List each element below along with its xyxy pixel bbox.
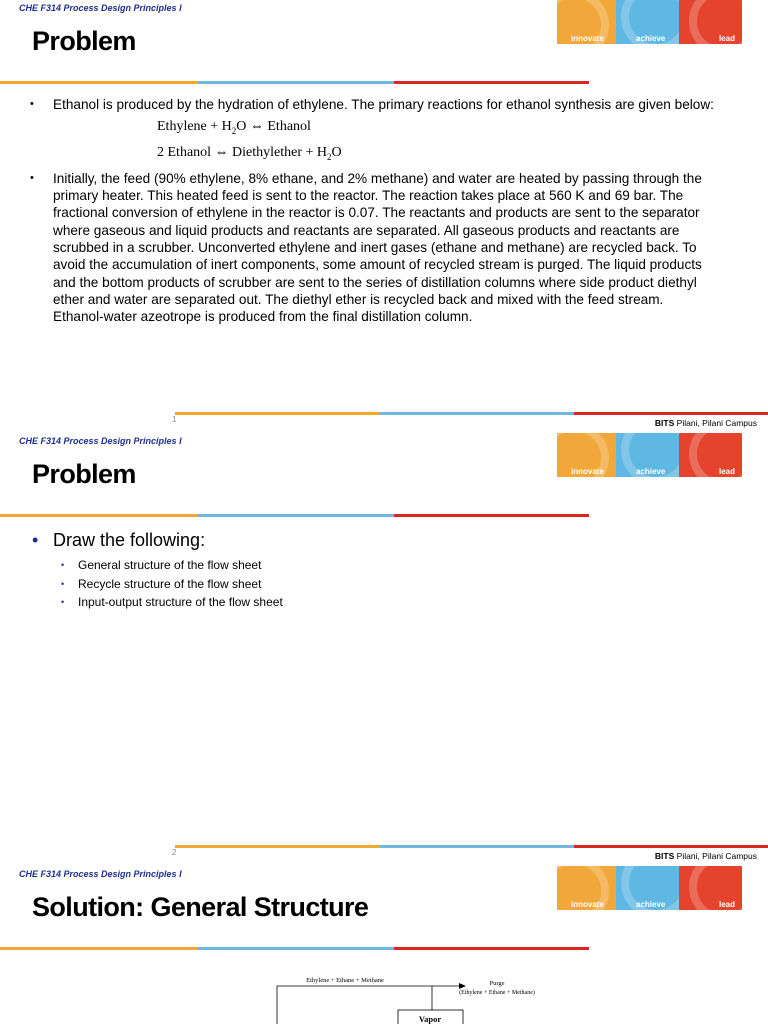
flowsheet-diagram: [0, 866, 768, 1024]
brand-achieve-block: achieve: [616, 0, 679, 44]
equation-2: 2 Ethanol ⇔ Diethylether + $H_2O$: [157, 145, 342, 162]
brand-achieve-block: achieve: [616, 866, 679, 910]
bullet-item: [30, 96, 714, 168]
brand-banner: [557, 0, 742, 44]
slide-3: [0, 866, 768, 1024]
brand-lead-block: lead: [679, 433, 742, 477]
brand-lead-block: lead: [679, 866, 742, 910]
footer-campus: BITS Pilani, Pilani Campus: [654, 418, 757, 428]
bullet-icon: •: [32, 530, 39, 550]
draw-heading-item: [32, 530, 283, 612]
bullet-text: Ethanol is produced by the hydration of ethylene. The primary reactions for ethanol synthesis are given below:: [53, 97, 714, 112]
course-header: CHE F314 Process Design Principles I: [19, 869, 182, 879]
slide-1: [0, 0, 768, 433]
footer-campus: BITS Pilani, Pilani Campus: [654, 851, 757, 861]
bullet-icon: •: [30, 171, 34, 184]
purge-sublabel: (Ethylene + Ethane + Methane): [459, 990, 535, 996]
brand-innovate-block: innovate: [557, 0, 616, 44]
list-item: • Input-output structure of the flow sheet: [57, 593, 283, 612]
footer-rule: [175, 845, 768, 848]
draw-heading: Draw the following:: [53, 530, 206, 550]
recycle-stream-label: Ethylene + Ethane + Methane: [306, 977, 384, 984]
bullet-icon: •: [30, 98, 34, 110]
bullet-icon: •: [61, 597, 65, 607]
problem-bullets: [30, 96, 714, 326]
slide-title: Solution: General Structure: [32, 892, 369, 922]
slide-title: Problem: [32, 26, 136, 56]
title-rule: [0, 81, 589, 84]
bullet-text: Initially, the feed (90% ethylene, 8% ethane, and 2% methane) and water are heated by passing through the primary heater. This heated feed is sent to the reactor. The reaction takes place at 560 K and 69 bar. The fractional conversion of ethylene in the reactor is 0.07. The reactants and products are sent to the separator where gaseous and liquid products and reactants are separated. All gaseous products and reactants are scrubbed in a scrubber. Unconverted ethylene and inert gases (ethane and methane) are recycled back. To avoid the accumulation of inert components, some amount of recycled stream is purged. The liquid products and the bottom products of scrubber are sent to the series of distillation columns where side product diethyl ether and water are separated out. The diethyl ether is recycled back and mixed with the feed stream. Ethanol-water azeotrope is produced from the final distillation column.: [53, 170, 702, 325]
slide-title: Problem: [32, 459, 136, 489]
course-header: CHE F314 Process Design Principles I: [19, 436, 182, 446]
equation-1: Ethylene + $H_2O$ ⇔ Ethanol: [157, 119, 311, 137]
bullet-item: [30, 170, 714, 326]
list-item: • Recycle structure of the flow sheet: [57, 575, 283, 594]
purge-label: Purge: [489, 980, 505, 987]
brand-banner: [557, 433, 742, 477]
arrow-right-icon: [459, 983, 466, 989]
reaction-equations: [157, 116, 714, 168]
brand-innovate-block: innovate: [557, 433, 616, 477]
title-rule: [0, 514, 589, 517]
draw-sub-list: [57, 556, 283, 612]
vapor-box-label: Vapor: [418, 1014, 442, 1024]
brand-innovate-block: innovate: [557, 866, 616, 910]
draw-list: [32, 530, 283, 612]
footer-rule: [175, 412, 768, 415]
list-item: • General structure of the flow sheet: [57, 556, 283, 575]
page-number: 1: [172, 415, 177, 424]
brand-achieve-block: achieve: [616, 433, 679, 477]
page-number: 2: [172, 848, 177, 857]
bullet-icon: •: [61, 578, 65, 589]
bullet-icon: •: [61, 560, 65, 570]
slide-2: [0, 433, 768, 866]
brand-lead-block: lead: [679, 0, 742, 44]
course-header: CHE F314 Process Design Principles I: [19, 3, 182, 13]
